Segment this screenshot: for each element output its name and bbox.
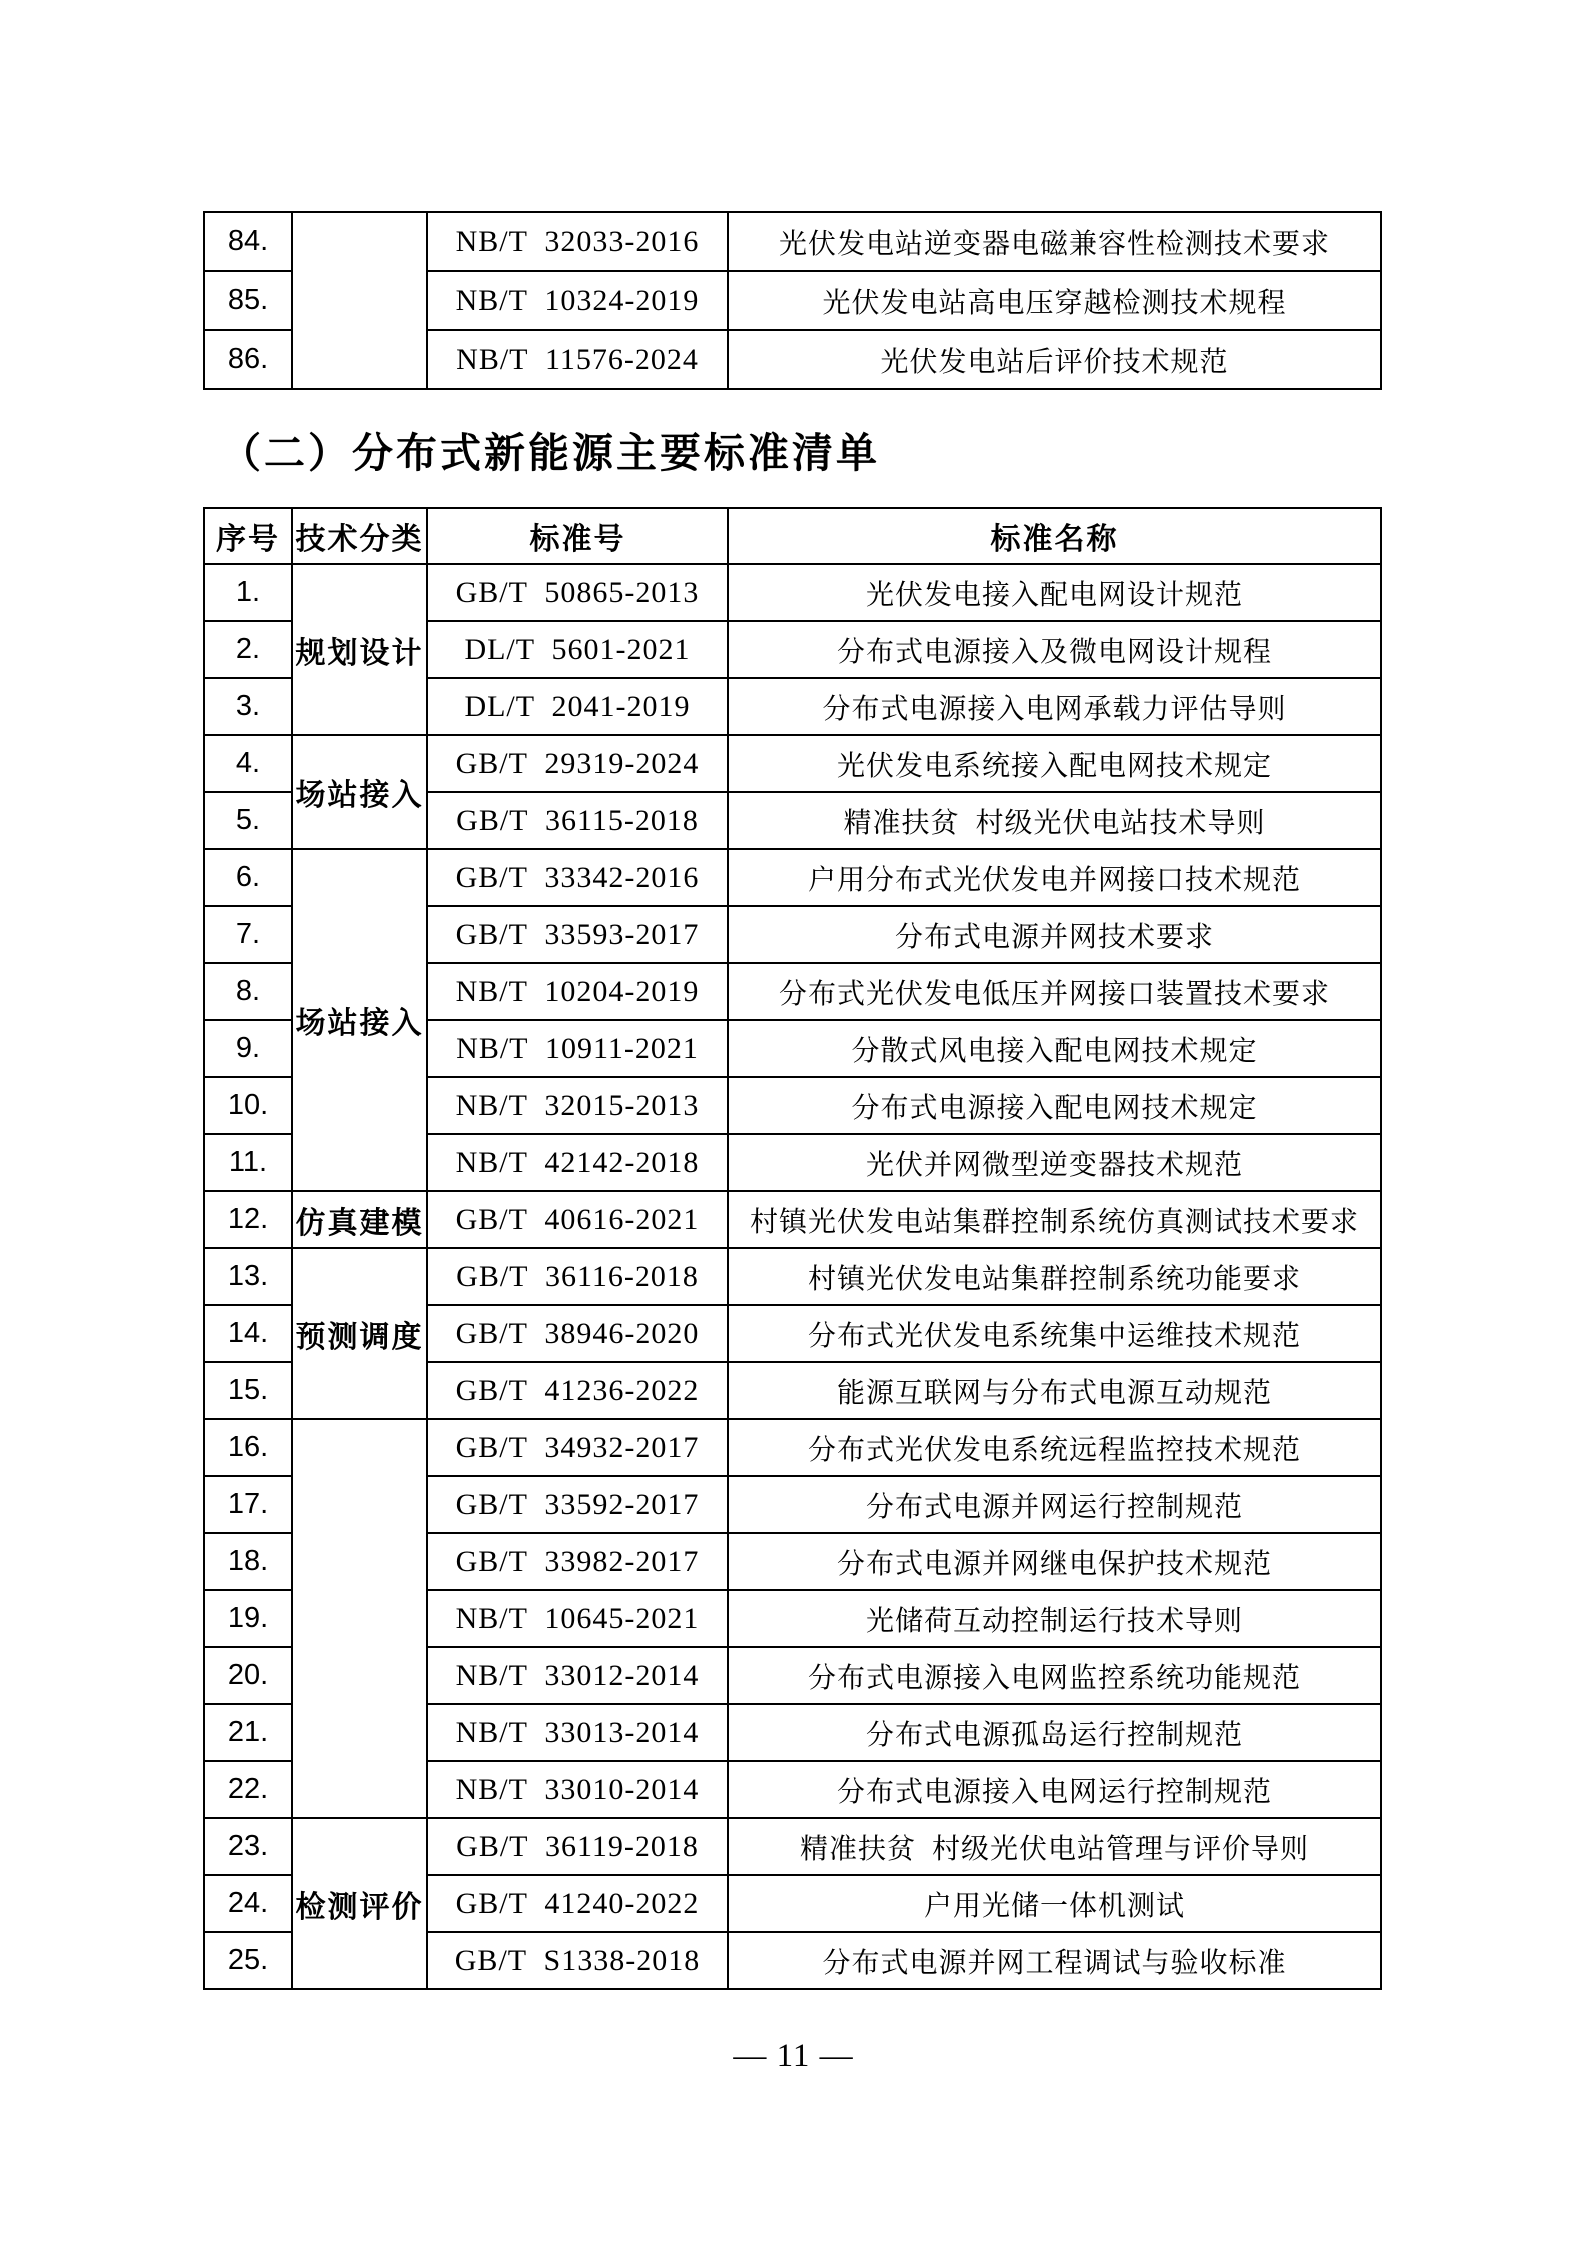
standard-name-cell: 分布式电源并网技术要求 bbox=[728, 906, 1381, 963]
row-number-cell: 16. bbox=[204, 1419, 292, 1476]
standard-name-cell: 分布式电源接入及微电网设计规程 bbox=[728, 621, 1381, 678]
table-row bbox=[204, 735, 1381, 792]
standard-number-cell: GB/T 33592-2017 bbox=[427, 1476, 728, 1533]
standard-name-cell: 分布式电源接入电网监控系统功能规范 bbox=[728, 1647, 1381, 1704]
row-number-cell: 25. bbox=[204, 1932, 292, 1989]
row-number-cell: 86. bbox=[204, 330, 292, 389]
standards-table-body bbox=[204, 564, 1381, 1989]
table-row bbox=[204, 849, 1381, 906]
header-standard-number: 标准号 bbox=[427, 508, 728, 564]
row-number-cell: 85. bbox=[204, 271, 292, 330]
standard-name-cell: 光伏发电接入配电网设计规范 bbox=[728, 564, 1381, 621]
table-row bbox=[204, 564, 1381, 621]
standard-number-cell: NB/T 33010-2014 bbox=[427, 1761, 728, 1818]
row-number-cell: 11. bbox=[204, 1134, 292, 1191]
standard-name-cell: 分布式电源孤岛运行控制规范 bbox=[728, 1704, 1381, 1761]
standard-name-cell: 精准扶贫 村级光伏电站管理与评价导则 bbox=[728, 1818, 1381, 1875]
category-cell-empty bbox=[292, 1419, 427, 1818]
standard-number-cell: NB/T 10324-2019 bbox=[427, 271, 728, 330]
category-cell-empty bbox=[292, 212, 427, 389]
standard-name-cell: 分布式光伏发电系统集中运维技术规范 bbox=[728, 1305, 1381, 1362]
row-number-cell: 13. bbox=[204, 1248, 292, 1305]
row-number-cell: 8. bbox=[204, 963, 292, 1020]
row-number-cell: 4. bbox=[204, 735, 292, 792]
standard-name-cell: 光伏发电站后评价技术规范 bbox=[728, 330, 1381, 389]
standard-name-cell: 分布式光伏发电系统远程监控技术规范 bbox=[728, 1419, 1381, 1476]
standard-number-cell: GB/T 36119-2018 bbox=[427, 1818, 728, 1875]
category-cell: 检测评价 bbox=[292, 1818, 427, 1989]
standard-name-cell: 分布式电源并网运行控制规范 bbox=[728, 1476, 1381, 1533]
category-cell: 预测调度 bbox=[292, 1248, 427, 1419]
standard-number-cell: GB/T 29319-2024 bbox=[427, 735, 728, 792]
row-number-cell: 6. bbox=[204, 849, 292, 906]
row-number-cell: 10. bbox=[204, 1077, 292, 1134]
standard-name-cell: 光伏并网微型逆变器技术规范 bbox=[728, 1134, 1381, 1191]
row-number-cell: 12. bbox=[204, 1191, 292, 1248]
row-number-cell: 22. bbox=[204, 1761, 292, 1818]
standard-number-cell: GB/T 33593-2017 bbox=[427, 906, 728, 963]
standard-number-cell: NB/T 32015-2013 bbox=[427, 1077, 728, 1134]
standard-name-cell: 分布式电源并网工程调试与验收标准 bbox=[728, 1932, 1381, 1989]
row-number-cell: 17. bbox=[204, 1476, 292, 1533]
page-number: — 11 — bbox=[733, 2038, 854, 2074]
standard-number-cell: NB/T 10911-2021 bbox=[427, 1020, 728, 1077]
standard-number-cell: DL/T 5601-2021 bbox=[427, 621, 728, 678]
row-number-cell: 3. bbox=[204, 678, 292, 735]
row-number-cell: 7. bbox=[204, 906, 292, 963]
row-number-cell: 2. bbox=[204, 621, 292, 678]
category-cell: 规划设计 bbox=[292, 564, 427, 735]
standard-name-cell: 户用光储一体机测试 bbox=[728, 1875, 1381, 1932]
table-row bbox=[204, 1419, 1381, 1476]
standard-number-cell: GB/T 36115-2018 bbox=[427, 792, 728, 849]
standard-name-cell: 光伏发电系统接入配电网技术规定 bbox=[728, 735, 1381, 792]
standard-number-cell: NB/T 11576-2024 bbox=[427, 330, 728, 389]
standard-name-cell: 光伏发电站高电压穿越检测技术规程 bbox=[728, 271, 1381, 330]
table-row bbox=[204, 212, 1381, 271]
header-row bbox=[204, 508, 1381, 564]
standard-name-cell: 分布式电源接入电网运行控制规范 bbox=[728, 1761, 1381, 1818]
standard-number-cell: NB/T 33012-2014 bbox=[427, 1647, 728, 1704]
category-cell: 仿真建模 bbox=[292, 1191, 427, 1248]
continuation-table-body bbox=[204, 212, 1381, 389]
row-number-cell: 19. bbox=[204, 1590, 292, 1647]
row-number-cell: 24. bbox=[204, 1875, 292, 1932]
row-number-cell: 23. bbox=[204, 1818, 292, 1875]
section-heading: （二）分布式新能源主要标准清单 bbox=[220, 430, 880, 476]
standard-number-cell: GB/T 40616-2021 bbox=[427, 1191, 728, 1248]
standard-number-cell: GB/T 50865-2013 bbox=[427, 564, 728, 621]
row-number-cell: 18. bbox=[204, 1533, 292, 1590]
header-technical-category: 技术分类 bbox=[292, 508, 427, 564]
standard-number-cell: NB/T 32033-2016 bbox=[427, 212, 728, 271]
standard-number-cell: DL/T 2041-2019 bbox=[427, 678, 728, 735]
standard-name-cell: 能源互联网与分布式电源互动规范 bbox=[728, 1362, 1381, 1419]
row-number-cell: 21. bbox=[204, 1704, 292, 1761]
standard-name-cell: 分布式电源接入电网承载力评估导则 bbox=[728, 678, 1381, 735]
row-number-cell: 15. bbox=[204, 1362, 292, 1419]
standard-number-cell: GB/T 36116-2018 bbox=[427, 1248, 728, 1305]
standard-number-cell: GB/T S1338-2018 bbox=[427, 1932, 728, 1989]
table-row bbox=[204, 1818, 1381, 1875]
standard-number-cell: GB/T 41240-2022 bbox=[427, 1875, 728, 1932]
row-number-cell: 9. bbox=[204, 1020, 292, 1077]
standard-name-cell: 分布式光伏发电低压并网接口装置技术要求 bbox=[728, 963, 1381, 1020]
standard-number-cell: GB/T 34932-2017 bbox=[427, 1419, 728, 1476]
row-number-cell: 20. bbox=[204, 1647, 292, 1704]
standard-name-cell: 分布式电源接入配电网技术规定 bbox=[728, 1077, 1381, 1134]
distributed-energy-standards-table bbox=[203, 507, 1382, 1990]
header-standard-name: 标准名称 bbox=[728, 508, 1381, 564]
row-number-cell: 5. bbox=[204, 792, 292, 849]
standard-number-cell: GB/T 41236-2022 bbox=[427, 1362, 728, 1419]
standard-name-cell: 村镇光伏发电站集群控制系统仿真测试技术要求 bbox=[728, 1191, 1381, 1248]
row-number-cell: 1. bbox=[204, 564, 292, 621]
table-row bbox=[204, 1191, 1381, 1248]
standard-number-cell: NB/T 10645-2021 bbox=[427, 1590, 728, 1647]
standard-number-cell: GB/T 33342-2016 bbox=[427, 849, 728, 906]
standard-number-cell: GB/T 33982-2017 bbox=[427, 1533, 728, 1590]
header-serial-number: 序号 bbox=[204, 508, 292, 564]
standard-name-cell: 光伏发电站逆变器电磁兼容性检测技术要求 bbox=[728, 212, 1381, 271]
standard-name-cell: 分布式电源并网继电保护技术规范 bbox=[728, 1533, 1381, 1590]
standard-number-cell: GB/T 38946-2020 bbox=[427, 1305, 728, 1362]
standard-number-cell: NB/T 10204-2019 bbox=[427, 963, 728, 1020]
standard-name-cell: 分散式风电接入配电网技术规定 bbox=[728, 1020, 1381, 1077]
standard-number-cell: NB/T 33013-2014 bbox=[427, 1704, 728, 1761]
standard-name-cell: 精准扶贫 村级光伏电站技术导则 bbox=[728, 792, 1381, 849]
row-number-cell: 14. bbox=[204, 1305, 292, 1362]
category-cell: 场站接入 bbox=[292, 735, 427, 849]
standard-name-cell: 户用分布式光伏发电并网接口技术规范 bbox=[728, 849, 1381, 906]
standard-name-cell: 光储荷互动控制运行技术导则 bbox=[728, 1590, 1381, 1647]
standards-continuation-table bbox=[203, 211, 1382, 390]
standard-name-cell: 村镇光伏发电站集群控制系统功能要求 bbox=[728, 1248, 1381, 1305]
category-cell: 场站接入 bbox=[292, 849, 427, 1191]
row-number-cell: 84. bbox=[204, 212, 292, 271]
table-row bbox=[204, 1248, 1381, 1305]
standard-number-cell: NB/T 42142-2018 bbox=[427, 1134, 728, 1191]
